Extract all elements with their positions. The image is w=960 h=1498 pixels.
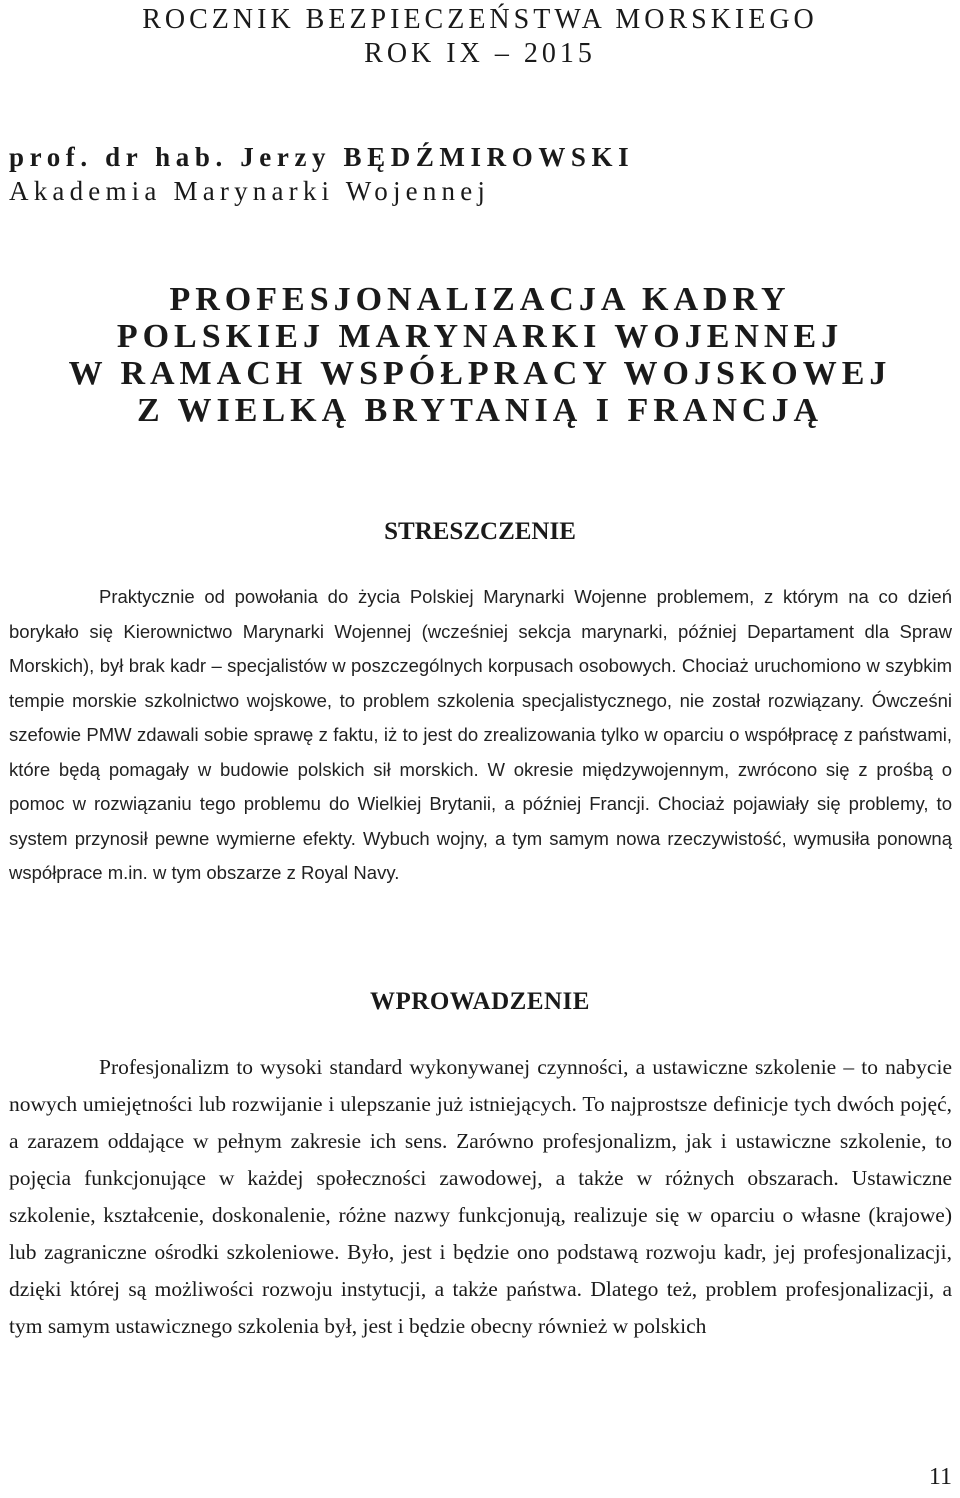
title-line: POLSKIEJ MARYNARKI WOJENNEJ [116,318,844,355]
title-line: PROFESJONALIZACJA KADRY [169,281,791,318]
abstract-heading: STRESZCZENIE [384,518,576,545]
journal-title: ROCZNIK BEZPIECZEŃSTWA MORSKIEGO [142,4,818,35]
introduction-body [9,1049,952,1345]
author-affiliation: Akademia Marynarki Wojennej [9,176,491,206]
article-title [0,281,960,429]
title-line: Z WIELKĄ BRYTANIĄ I FRANCJĄ [136,392,824,429]
page-number: 11 [928,1464,952,1490]
introduction-heading: WPROWADZENIE [370,988,590,1015]
abstract-paragraph: Praktycznie od powołania do życia Polskiej Marynarki Wojenne problemem, z którym na co dzień borykało się Kierownictwo Marynarki Wojennej (wcześniej sekcja marynarki, później Departament dla Spraw Morskich), był brak kadr – specjalistów w poszczególnych korpusach osobowych. Chociaż uruchomiono w szybkim tempie morskie szkolnictwo wojskowe, to problem szkolenia specjalistycznego, nie został rozwiązany. Ówcześni szefowie PMW zdawali sobie sprawę z faktu, iż to jest do zrealizowania tylko w oparciu o współpracę z państwami, które będą pomagały w budowie polskich sił morskich. W okresie międzywojennym, zwrócono się z prośbą o pomoc w rozwiązaniu tego problemu do Wielkiej Brytanii, a później Francji. Chociaż pojawiały się problemy, to system przynosił pewne wymierne efekty. Wybuch wojny, a tym samym nowa rzeczywistość, wymusiła ponowną współprace m.in. w tym obszarze z Royal Navy. [9,586,952,883]
abstract-body [9,580,952,891]
journal-volume: ROK IX – 2015 [364,38,596,69]
introduction-paragraph: Profesjonalizm to wysoki standard wykonywanej czynności, a ustawiczne szkolenie – to nabycie nowych umiejętności lub rozwijanie i ulepszanie już istniejących. To najprostsze definicje tych dwóch pojęć, a zarazem oddające w pełnym zakresie ich sens. Zarówno profesjonalizm, jak i ustawiczne szkolenie, to pojęcia funkcjonujące w każdej społeczności zawodowej, a także w różnych obszarach. Ustawiczne szkolenie, kształcenie, doskonalenie, różne nazwy funkcjonują, realizuje się w oparciu o własne (krajowe) lub zagraniczne ośrodki szkoleniowe. Było, jest i będzie ono podstawą rozwoju kadr, jej profesjonalizacji, dzięki której są możliwości rozwoju instytucji, a także państwa. Dlatego też, problem profesjonalizacji, a tym samym ustawicznego szkolenia był, jest i będzie obecny również w polskich [9,1055,952,1338]
author-name: prof. dr hab. Jerzy BĘDŹMIROWSKI [9,142,635,172]
title-line: W RAMACH WSPÓŁPRACY WOJSKOWEJ [68,355,892,392]
